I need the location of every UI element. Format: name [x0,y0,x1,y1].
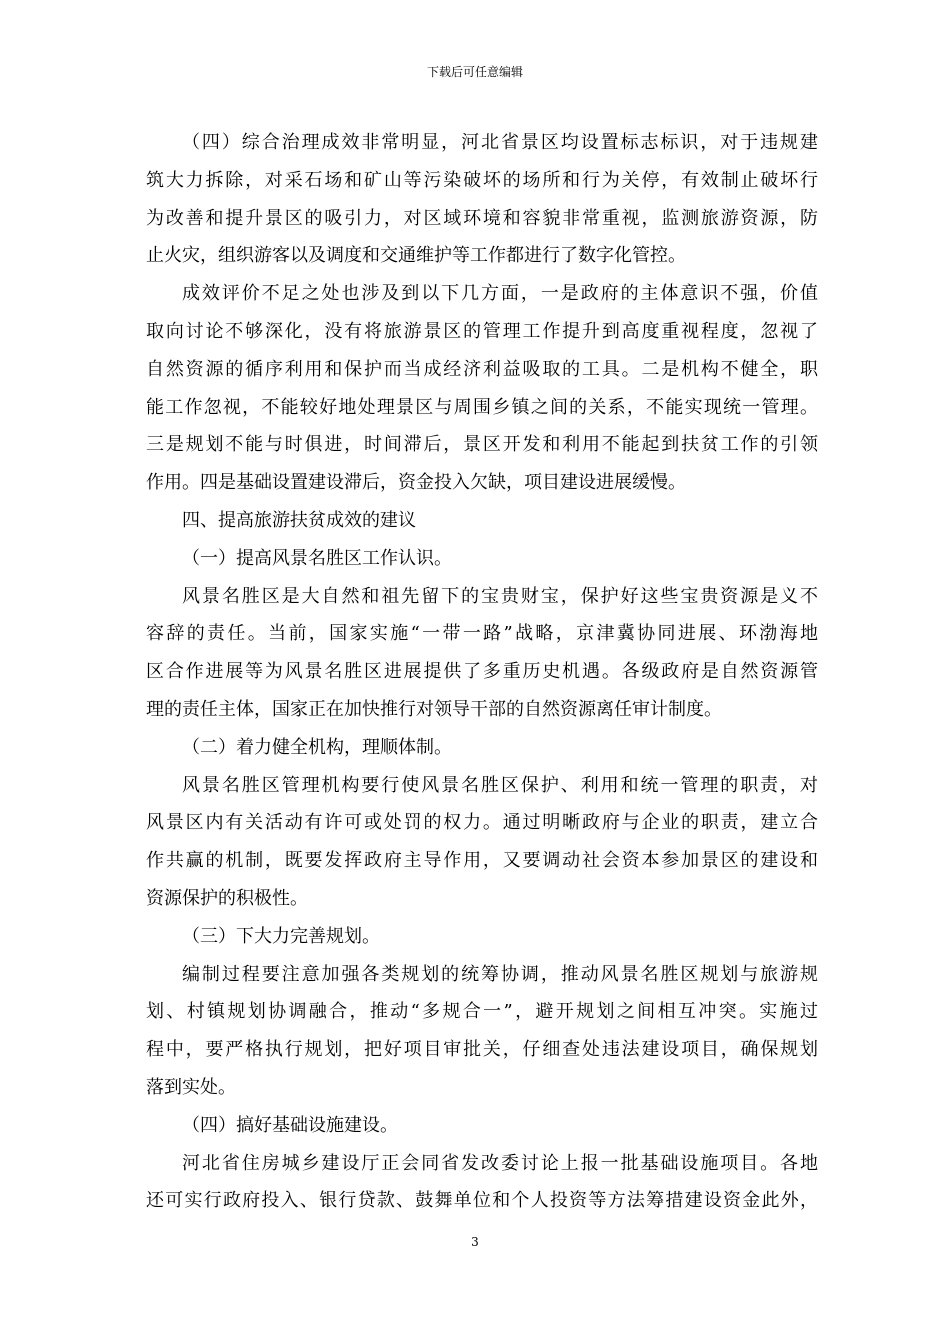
text-line: 成效评价不足之处也涉及到以下几方面，一是政府的主体意识不强，价值 [182,283,818,305]
text-line: 四、提高旅游扶贫成效的建议 [182,509,416,531]
text-line: 容辞的责任。当前，国家实施“一带一路”战略，京津冀协同进展、环渤海地 [146,623,818,645]
text-line: （四）综合治理成效非常明显，河北省景区均设置标志标识，对于违规建 [182,132,818,153]
text-line: 三是规划不能与时俱进，时间滞后，景区开发和利用不能起到扶贫工作的引领 [146,434,818,456]
text-line: 风景区内有关活动有许可或处罚的权力。通过明晰政府与企业的职责，建立合 [146,812,818,834]
text-line: 自然资源的循序利用和保护而当成经济利益吸取的工具。二是机构不健全，职 [146,358,818,380]
page-header: 下载后可任意编辑 [426,65,523,79]
text-line: 作共赢的机制，既要发挥政府主导作用，又要调动社会资本参加景区的建设和 [146,850,818,872]
text-line: 落到实处。 [146,1076,236,1098]
text-line: 还可实行政府投入、银行贷款、鼓舞单位和个人投资等方法筹措建设资金此外， [146,1190,818,1212]
text-line: 河北省住房城乡建设厅正会同省发改委讨论上报一批基础设施项目。各地 [182,1152,818,1174]
document-body [146,124,818,1220]
text-line: 为改善和提升景区的吸引力，对区域环境和容貌非常重视，监测旅游资源，防 [146,207,818,229]
text-line: 筑大力拆除，对采石场和矿山等污染破坏的场所和行为关停，有效制止破坏行 [146,169,818,191]
text-line: 区合作进展等为风景名胜区进展提供了多重历史机遇。各级政府是自然资源管 [146,661,818,683]
text-line: 划、村镇规划协调融合，推动“多规合一”，避开规划之间相互冲突。实施过 [146,1001,818,1023]
text-line: 止火灾，组织游客以及调度和交通维护等工作都进行了数字化管控。 [146,245,686,267]
text-line: 作用。四是基础设置建设滞后，资金投入欠缺，项目建设进展缓慢。 [146,472,686,494]
text-line: （三）下大力完善规划。 [182,925,380,947]
text-line: 资源保护的积极性。 [146,887,308,909]
text-line: 理的责任主体，国家正在加快推行对领导干部的自然资源离任审计制度。 [146,698,722,720]
text-line: 风景名胜区管理机构要行使风景名胜区保护、利用和统一管理的职责，对 [182,774,818,796]
text-line: 程中，要严格执行规划，把好项目审批关，仔细查处违法建设项目，确保规划 [146,1039,818,1061]
text-line: （二）着力健全机构，理顺体制。 [182,736,452,758]
page-number: 3 [471,1235,479,1249]
text-line: （四）搞好基础设施建设。 [182,1114,398,1136]
text-line: 风景名胜区是大自然和祖先留下的宝贵财宝，保护好这些宝贵资源是义不 [182,585,818,607]
text-line: 编制过程要注意加强各类规划的统筹协调，推动风景名胜区规划与旅游规 [182,963,818,985]
text-line: （一）提高风景名胜区工作认识。 [182,547,452,569]
text-line: 能工作忽视，不能较好地处理景区与周围乡镇之间的关系，不能实现统一管理。 [146,396,818,418]
text-line: 取向讨论不够深化，没有将旅游景区的管理工作提升到高度重视程度，忽视了 [146,320,818,342]
